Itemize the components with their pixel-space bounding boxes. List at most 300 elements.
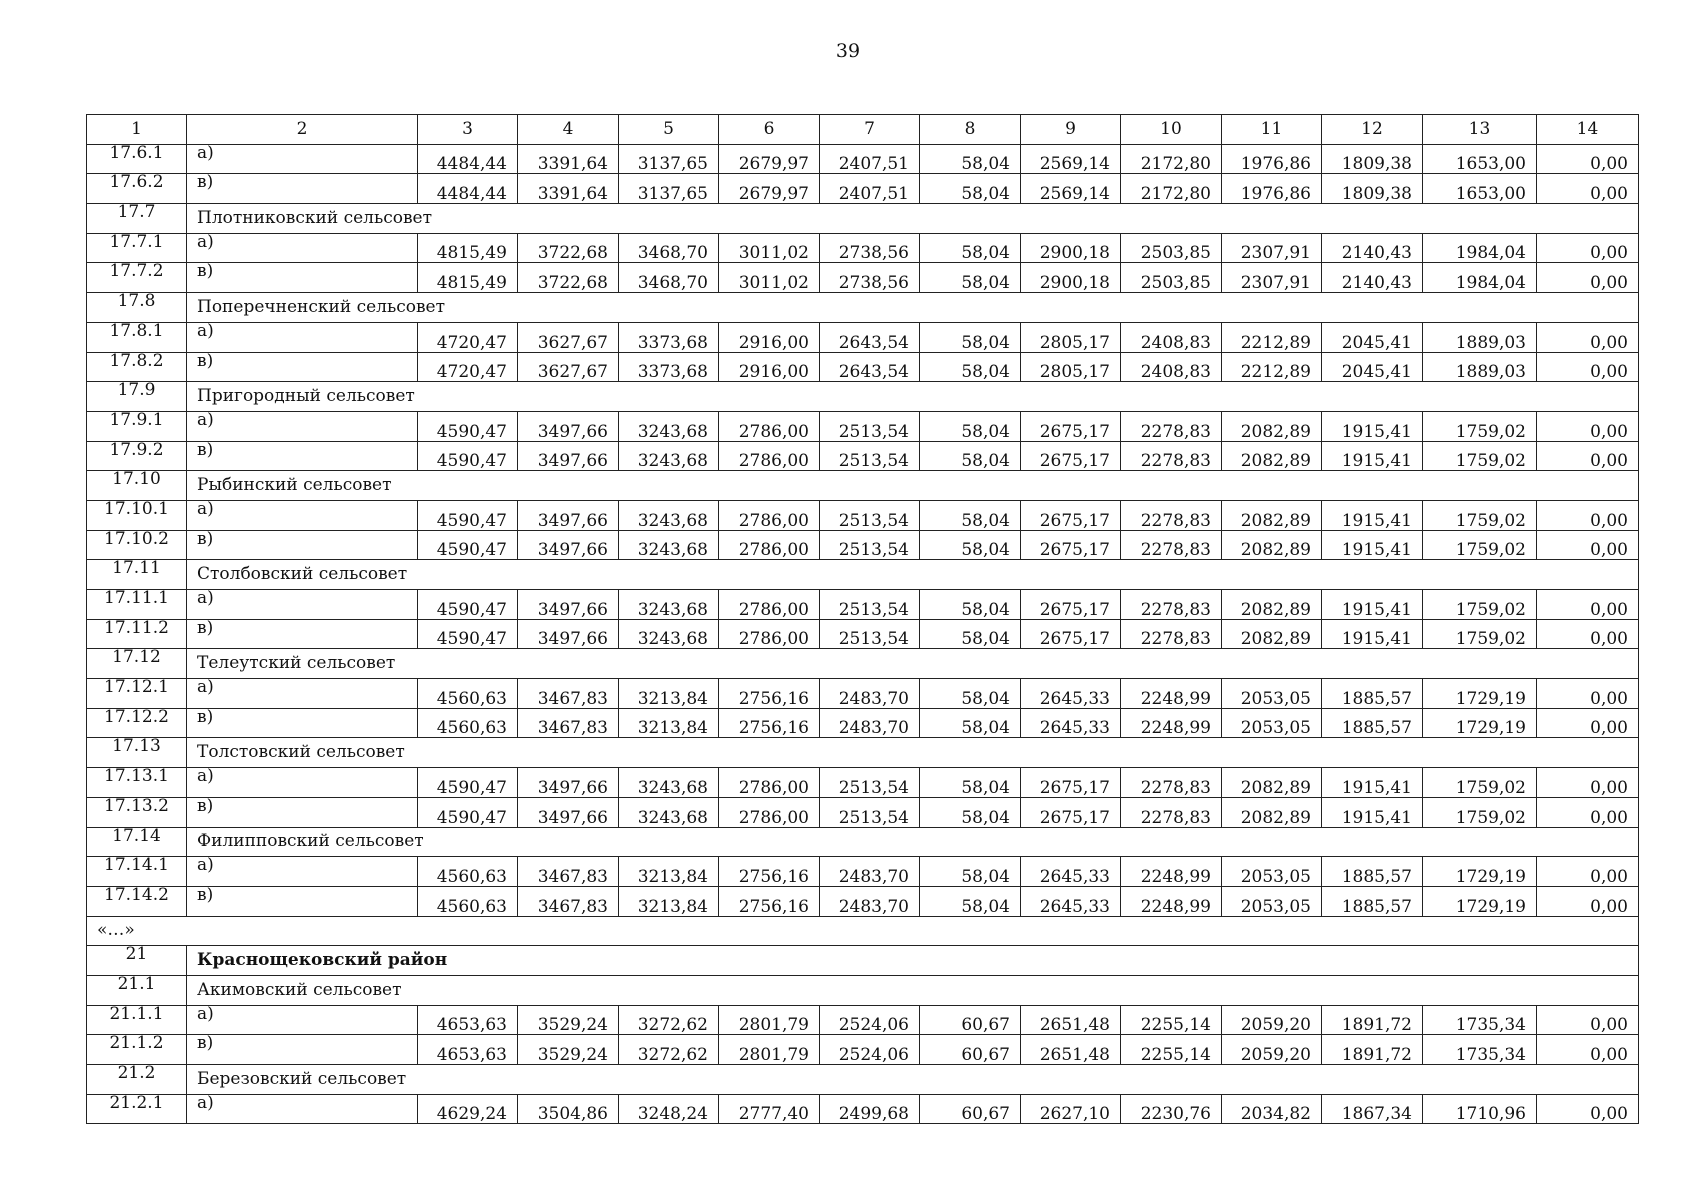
value-cell: 2278,83 <box>1121 590 1222 620</box>
value-cell: 4590,47 <box>418 590 518 620</box>
value-cell: 3243,68 <box>619 530 719 560</box>
table-row <box>87 1005 1639 1035</box>
value-cell: 58,04 <box>920 352 1021 382</box>
row-number: 17.11.1 <box>87 590 187 620</box>
row-number: 21.1 <box>87 975 187 1005</box>
value-cell: 2513,54 <box>820 797 920 827</box>
row-label: а) <box>187 500 418 530</box>
section-row <box>87 1065 1639 1095</box>
table-row <box>87 768 1639 798</box>
value-cell: 58,04 <box>920 441 1021 471</box>
value-cell: 2900,18 <box>1021 233 1121 263</box>
value-cell: 3373,68 <box>619 322 719 352</box>
row-number: 17.14 <box>87 827 187 857</box>
value-cell: 4590,47 <box>418 411 518 441</box>
row-label: а) <box>187 857 418 887</box>
value-cell: 2756,16 <box>719 679 820 709</box>
row-label: в) <box>187 708 418 738</box>
value-cell: 2407,51 <box>820 174 920 204</box>
row-number: 17.11 <box>87 560 187 590</box>
value-cell: 2307,91 <box>1222 233 1322 263</box>
value-cell: 3213,84 <box>619 857 719 887</box>
value-cell: 2513,54 <box>820 441 920 471</box>
value-cell: 58,04 <box>920 144 1021 174</box>
row-label: в) <box>187 441 418 471</box>
value-cell: 3497,66 <box>518 500 619 530</box>
table-row <box>87 500 1639 530</box>
value-cell: 2053,05 <box>1222 857 1322 887</box>
value-cell: 2675,17 <box>1021 441 1121 471</box>
table-row <box>87 411 1639 441</box>
value-cell: 0,00 <box>1537 797 1639 827</box>
value-cell: 3213,84 <box>619 886 719 916</box>
value-cell: 3272,62 <box>619 1035 719 1065</box>
row-label: а) <box>187 322 418 352</box>
value-cell: 2045,41 <box>1322 322 1423 352</box>
row-label: в) <box>187 530 418 560</box>
table-row <box>87 797 1639 827</box>
value-cell: 3243,68 <box>619 590 719 620</box>
value-cell: 3243,68 <box>619 619 719 649</box>
value-cell: 1891,72 <box>1322 1005 1423 1035</box>
value-cell: 2651,48 <box>1021 1005 1121 1035</box>
value-cell: 2786,00 <box>719 500 820 530</box>
value-cell: 2786,00 <box>719 411 820 441</box>
value-cell: 1889,03 <box>1423 352 1537 382</box>
value-cell: 2408,83 <box>1121 322 1222 352</box>
table-row <box>87 708 1639 738</box>
header-row <box>87 115 1639 145</box>
value-cell: 2777,40 <box>719 1094 820 1124</box>
value-cell: 4629,24 <box>418 1094 518 1124</box>
table-row <box>87 144 1639 174</box>
section-row <box>87 738 1639 768</box>
row-number: 21.1.1 <box>87 1005 187 1035</box>
column-header: 5 <box>619 115 719 145</box>
value-cell: 3497,66 <box>518 441 619 471</box>
value-cell: 2805,17 <box>1021 352 1121 382</box>
column-header: 2 <box>187 115 418 145</box>
value-cell: 2675,17 <box>1021 590 1121 620</box>
value-cell: 58,04 <box>920 174 1021 204</box>
value-cell: 1915,41 <box>1322 797 1423 827</box>
value-cell: 2801,79 <box>719 1005 820 1035</box>
value-cell: 1885,57 <box>1322 679 1423 709</box>
row-number: 17.9.2 <box>87 441 187 471</box>
value-cell: 3529,24 <box>518 1005 619 1035</box>
row-number: 17.11.2 <box>87 619 187 649</box>
value-cell: 3137,65 <box>619 174 719 204</box>
value-cell: 3504,86 <box>518 1094 619 1124</box>
value-cell: 0,00 <box>1537 322 1639 352</box>
value-cell: 2513,54 <box>820 619 920 649</box>
value-cell: 4653,63 <box>418 1035 518 1065</box>
row-number: 17.8.2 <box>87 352 187 382</box>
value-cell: 60,67 <box>920 1035 1021 1065</box>
value-cell: 2407,51 <box>820 144 920 174</box>
value-cell: 3497,66 <box>518 619 619 649</box>
row-label: а) <box>187 590 418 620</box>
row-label: а) <box>187 679 418 709</box>
value-cell: 2513,54 <box>820 530 920 560</box>
value-cell: 4590,47 <box>418 619 518 649</box>
value-cell: 2278,83 <box>1121 768 1222 798</box>
section-title: Рыбинский сельсовет <box>187 471 1639 501</box>
column-header: 6 <box>719 115 820 145</box>
table-row <box>87 1035 1639 1065</box>
value-cell: 2916,00 <box>719 352 820 382</box>
value-cell: 58,04 <box>920 768 1021 798</box>
value-cell: 2786,00 <box>719 768 820 798</box>
value-cell: 4815,49 <box>418 233 518 263</box>
value-cell: 2278,83 <box>1121 441 1222 471</box>
region-title: Краснощековский район <box>187 946 1639 976</box>
row-number: 17.14.2 <box>87 886 187 916</box>
table-row <box>87 679 1639 709</box>
value-cell: 1759,02 <box>1423 500 1537 530</box>
value-cell: 0,00 <box>1537 1005 1639 1035</box>
value-cell: 60,67 <box>920 1005 1021 1035</box>
row-number: 17.9 <box>87 382 187 412</box>
row-number: 17.10.2 <box>87 530 187 560</box>
value-cell: 0,00 <box>1537 768 1639 798</box>
value-cell: 1759,02 <box>1423 797 1537 827</box>
value-cell: 2082,89 <box>1222 441 1322 471</box>
value-cell: 2675,17 <box>1021 500 1121 530</box>
value-cell: 0,00 <box>1537 708 1639 738</box>
table-row <box>87 590 1639 620</box>
table-row <box>87 857 1639 887</box>
value-cell: 1915,41 <box>1322 619 1423 649</box>
value-cell: 2278,83 <box>1121 500 1222 530</box>
table-row <box>87 352 1639 382</box>
value-cell: 1885,57 <box>1322 886 1423 916</box>
ellipsis-row <box>87 916 1639 946</box>
value-cell: 1759,02 <box>1423 411 1537 441</box>
value-cell: 58,04 <box>920 857 1021 887</box>
value-cell: 3243,68 <box>619 441 719 471</box>
value-cell: 3722,68 <box>518 263 619 293</box>
value-cell: 2483,70 <box>820 857 920 887</box>
row-number: 17.7.2 <box>87 263 187 293</box>
row-label: а) <box>187 411 418 441</box>
column-header: 7 <box>820 115 920 145</box>
column-header: 13 <box>1423 115 1537 145</box>
value-cell: 3272,62 <box>619 1005 719 1035</box>
value-cell: 2483,70 <box>820 679 920 709</box>
value-cell: 0,00 <box>1537 679 1639 709</box>
value-cell: 2679,97 <box>719 174 820 204</box>
column-header: 9 <box>1021 115 1121 145</box>
section-title: Пригородный сельсовет <box>187 382 1639 412</box>
value-cell: 2643,54 <box>820 352 920 382</box>
value-cell: 2230,76 <box>1121 1094 1222 1124</box>
value-cell: 2645,33 <box>1021 708 1121 738</box>
value-cell: 1984,04 <box>1423 263 1537 293</box>
table-body <box>87 115 1639 1124</box>
value-cell: 1653,00 <box>1423 144 1537 174</box>
value-cell: 1710,96 <box>1423 1094 1537 1124</box>
value-cell: 1729,19 <box>1423 708 1537 738</box>
value-cell: 2059,20 <box>1222 1035 1322 1065</box>
value-cell: 2053,05 <box>1222 886 1322 916</box>
value-cell: 3497,66 <box>518 797 619 827</box>
value-cell: 2651,48 <box>1021 1035 1121 1065</box>
value-cell: 3467,83 <box>518 679 619 709</box>
row-number: 17.7 <box>87 204 187 234</box>
row-label: в) <box>187 263 418 293</box>
value-cell: 58,04 <box>920 263 1021 293</box>
value-cell: 1984,04 <box>1423 233 1537 263</box>
section-row <box>87 827 1639 857</box>
value-cell: 2053,05 <box>1222 679 1322 709</box>
value-cell: 2172,80 <box>1121 144 1222 174</box>
value-cell: 3011,02 <box>719 263 820 293</box>
value-cell: 3627,67 <box>518 352 619 382</box>
value-cell: 1759,02 <box>1423 530 1537 560</box>
section-row <box>87 975 1639 1005</box>
value-cell: 4590,47 <box>418 768 518 798</box>
value-cell: 0,00 <box>1537 1094 1639 1124</box>
section-row <box>87 204 1639 234</box>
value-cell: 4720,47 <box>418 322 518 352</box>
section-row <box>87 649 1639 679</box>
value-cell: 2786,00 <box>719 530 820 560</box>
row-label: в) <box>187 1035 418 1065</box>
value-cell: 2307,91 <box>1222 263 1322 293</box>
value-cell: 0,00 <box>1537 174 1639 204</box>
table-row <box>87 322 1639 352</box>
value-cell: 2278,83 <box>1121 797 1222 827</box>
section-title: Березовский сельсовет <box>187 1065 1639 1095</box>
value-cell: 1867,34 <box>1322 1094 1423 1124</box>
value-cell: 2255,14 <box>1121 1035 1222 1065</box>
column-header: 8 <box>920 115 1021 145</box>
column-header: 11 <box>1222 115 1322 145</box>
section-row <box>87 560 1639 590</box>
value-cell: 2082,89 <box>1222 797 1322 827</box>
value-cell: 1653,00 <box>1423 174 1537 204</box>
section-row <box>87 471 1639 501</box>
value-cell: 4484,44 <box>418 174 518 204</box>
value-cell: 2278,83 <box>1121 619 1222 649</box>
value-cell: 2059,20 <box>1222 1005 1322 1035</box>
value-cell: 58,04 <box>920 619 1021 649</box>
value-cell: 4560,63 <box>418 708 518 738</box>
value-cell: 1889,03 <box>1423 322 1537 352</box>
value-cell: 3137,65 <box>619 144 719 174</box>
row-number: 17.8 <box>87 293 187 323</box>
value-cell: 2082,89 <box>1222 530 1322 560</box>
value-cell: 2756,16 <box>719 708 820 738</box>
row-label: в) <box>187 886 418 916</box>
value-cell: 3467,83 <box>518 708 619 738</box>
value-cell: 2900,18 <box>1021 263 1121 293</box>
value-cell: 1915,41 <box>1322 530 1423 560</box>
row-label: в) <box>187 174 418 204</box>
column-header: 3 <box>418 115 518 145</box>
value-cell: 2278,83 <box>1121 411 1222 441</box>
value-cell: 2082,89 <box>1222 590 1322 620</box>
value-cell: 3373,68 <box>619 352 719 382</box>
value-cell: 0,00 <box>1537 886 1639 916</box>
value-cell: 3243,68 <box>619 411 719 441</box>
value-cell: 1976,86 <box>1222 174 1322 204</box>
value-cell: 3497,66 <box>518 411 619 441</box>
table-row <box>87 233 1639 263</box>
value-cell: 2524,06 <box>820 1035 920 1065</box>
value-cell: 2645,33 <box>1021 857 1121 887</box>
value-cell: 0,00 <box>1537 530 1639 560</box>
value-cell: 3391,64 <box>518 144 619 174</box>
row-number: 21.1.2 <box>87 1035 187 1065</box>
row-number: 17.10 <box>87 471 187 501</box>
value-cell: 0,00 <box>1537 1035 1639 1065</box>
omission-mark: «…» <box>87 916 1639 946</box>
value-cell: 2738,56 <box>820 263 920 293</box>
value-cell: 2675,17 <box>1021 619 1121 649</box>
column-header: 12 <box>1322 115 1423 145</box>
value-cell: 2786,00 <box>719 619 820 649</box>
section-title: Столбовский сельсовет <box>187 560 1639 590</box>
value-cell: 2248,99 <box>1121 708 1222 738</box>
value-cell: 1759,02 <box>1423 590 1537 620</box>
page-number: 39 <box>835 40 861 62</box>
row-number: 17.12.2 <box>87 708 187 738</box>
value-cell: 2255,14 <box>1121 1005 1222 1035</box>
row-label: в) <box>187 797 418 827</box>
row-number: 21.2 <box>87 1065 187 1095</box>
section-title: Акимовский сельсовет <box>187 975 1639 1005</box>
value-cell: 2248,99 <box>1121 679 1222 709</box>
value-cell: 0,00 <box>1537 590 1639 620</box>
value-cell: 1809,38 <box>1322 144 1423 174</box>
value-cell: 3248,24 <box>619 1094 719 1124</box>
value-cell: 2140,43 <box>1322 263 1423 293</box>
section-row <box>87 382 1639 412</box>
value-cell: 4560,63 <box>418 857 518 887</box>
value-cell: 2483,70 <box>820 708 920 738</box>
value-cell: 2045,41 <box>1322 352 1423 382</box>
value-cell: 3391,64 <box>518 174 619 204</box>
row-number: 17.13.1 <box>87 768 187 798</box>
value-cell: 58,04 <box>920 411 1021 441</box>
value-cell: 2569,14 <box>1021 144 1121 174</box>
value-cell: 1915,41 <box>1322 500 1423 530</box>
value-cell: 3213,84 <box>619 708 719 738</box>
row-number: 17.6.1 <box>87 144 187 174</box>
section-title: Толстовский сельсовет <box>187 738 1639 768</box>
value-cell: 3722,68 <box>518 233 619 263</box>
value-cell: 2627,10 <box>1021 1094 1121 1124</box>
value-cell: 2786,00 <box>719 590 820 620</box>
row-number: 17.10.1 <box>87 500 187 530</box>
row-label: а) <box>187 768 418 798</box>
value-cell: 3497,66 <box>518 768 619 798</box>
value-cell: 1729,19 <box>1423 886 1537 916</box>
row-number: 17.9.1 <box>87 411 187 441</box>
row-number: 17.14.1 <box>87 857 187 887</box>
value-cell: 3497,66 <box>518 530 619 560</box>
value-cell: 2034,82 <box>1222 1094 1322 1124</box>
value-cell: 2524,06 <box>820 1005 920 1035</box>
value-cell: 1976,86 <box>1222 144 1322 174</box>
row-number: 17.12 <box>87 649 187 679</box>
value-cell: 58,04 <box>920 679 1021 709</box>
column-header: 14 <box>1537 115 1639 145</box>
value-cell: 4560,63 <box>418 886 518 916</box>
value-cell: 58,04 <box>920 233 1021 263</box>
row-number: 17.13.2 <box>87 797 187 827</box>
value-cell: 3627,67 <box>518 322 619 352</box>
value-cell: 58,04 <box>920 530 1021 560</box>
value-cell: 3497,66 <box>518 590 619 620</box>
value-cell: 2645,33 <box>1021 679 1121 709</box>
row-number: 17.13 <box>87 738 187 768</box>
value-cell: 1759,02 <box>1423 768 1537 798</box>
value-cell: 4590,47 <box>418 441 518 471</box>
row-label: в) <box>187 619 418 649</box>
column-header: 1 <box>87 115 187 145</box>
table-row <box>87 619 1639 649</box>
value-cell: 1735,34 <box>1423 1035 1537 1065</box>
value-cell: 3468,70 <box>619 233 719 263</box>
table-row <box>87 441 1639 471</box>
value-cell: 2679,97 <box>719 144 820 174</box>
column-header: 10 <box>1121 115 1222 145</box>
value-cell: 2643,54 <box>820 322 920 352</box>
value-cell: 2738,56 <box>820 233 920 263</box>
value-cell: 1915,41 <box>1322 768 1423 798</box>
table-row <box>87 530 1639 560</box>
value-cell: 3468,70 <box>619 263 719 293</box>
value-cell: 1759,02 <box>1423 441 1537 471</box>
value-cell: 2483,70 <box>820 886 920 916</box>
value-cell: 2212,89 <box>1222 352 1322 382</box>
section-title: Плотниковский сельсовет <box>187 204 1639 234</box>
table-row <box>87 1094 1639 1124</box>
value-cell: 58,04 <box>920 886 1021 916</box>
value-cell: 2756,16 <box>719 886 820 916</box>
table-row <box>87 174 1639 204</box>
value-cell: 2916,00 <box>719 322 820 352</box>
section-title: Телеутский сельсовет <box>187 649 1639 679</box>
value-cell: 58,04 <box>920 500 1021 530</box>
value-cell: 3529,24 <box>518 1035 619 1065</box>
tariff-table <box>86 114 1639 1124</box>
value-cell: 0,00 <box>1537 352 1639 382</box>
value-cell: 58,04 <box>920 708 1021 738</box>
value-cell: 4590,47 <box>418 530 518 560</box>
value-cell: 1885,57 <box>1322 708 1423 738</box>
value-cell: 2408,83 <box>1121 352 1222 382</box>
column-header: 4 <box>518 115 619 145</box>
table-row <box>87 263 1639 293</box>
section-title: Филипповский сельсовет <box>187 827 1639 857</box>
value-cell: 0,00 <box>1537 441 1639 471</box>
row-label: а) <box>187 1094 418 1124</box>
row-number: 17.12.1 <box>87 679 187 709</box>
value-cell: 4653,63 <box>418 1005 518 1035</box>
value-cell: 0,00 <box>1537 619 1639 649</box>
value-cell: 3467,83 <box>518 857 619 887</box>
value-cell: 2172,80 <box>1121 174 1222 204</box>
table-row <box>87 886 1639 916</box>
value-cell: 2248,99 <box>1121 886 1222 916</box>
value-cell: 1729,19 <box>1423 857 1537 887</box>
value-cell: 2513,54 <box>820 590 920 620</box>
value-cell: 1915,41 <box>1322 590 1423 620</box>
